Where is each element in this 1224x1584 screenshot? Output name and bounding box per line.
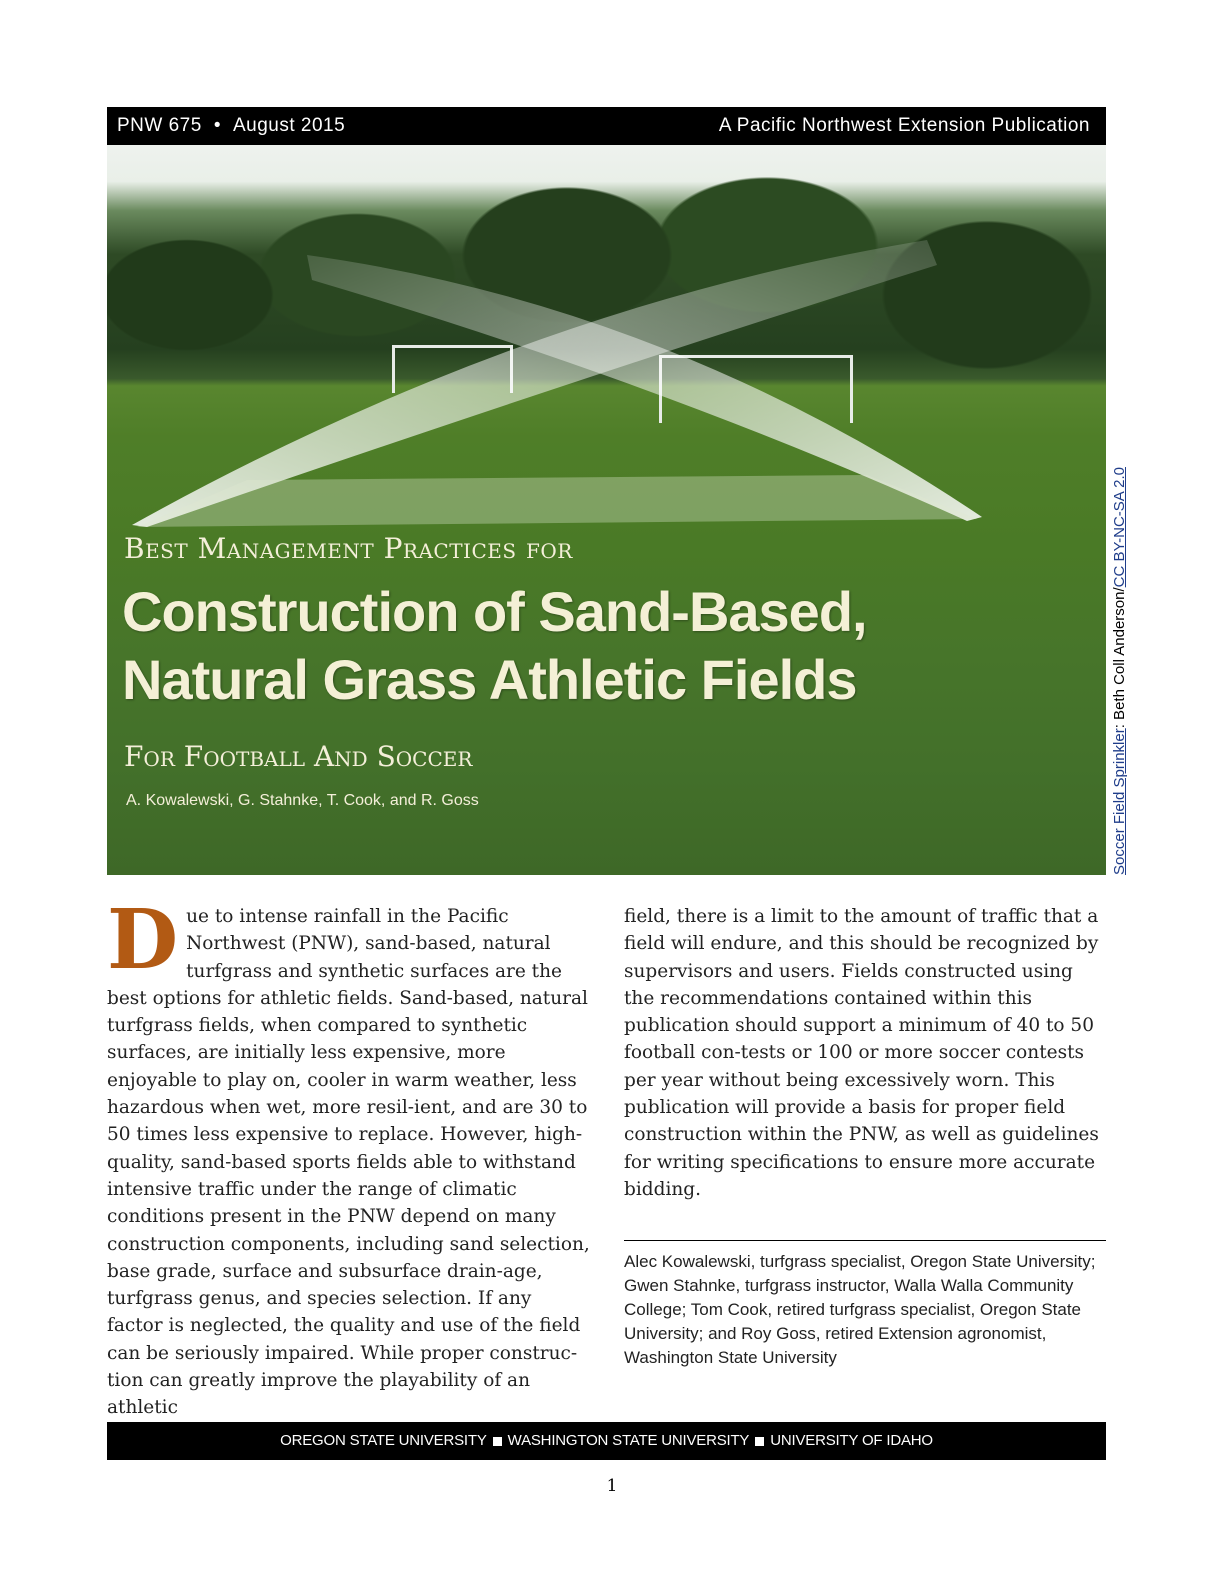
body-column-2 xyxy=(624,903,1106,1203)
publication-number: PNW 675 xyxy=(117,115,202,136)
body-column-1 xyxy=(107,892,590,1422)
intro-text: ue to intense rainfall in the Pacific Northwest (PNW), sand-based, natural turfgrass and synthetic surfaces are the best options for athletic fields. Sand-based, natural turfgrass fields, when compared to synthetic surfaces, are initially less expensive, more enjoyable to play on, cooler in warm weather, less hazardous when wet, more resil-ient, and are 30 to 50 times less expensive to replace. However, high-quality, sand-based sports fields able to withstand intensive traffic under the range of climatic conditions present in the PNW depend on many construction components, including sand selection, base grade, surface and subsurface drain-age, turfgrass genus, and species selection. If any factor is neglected, the quality and use of the field can be seriously impaired. While proper construc-tion can greatly improve the playability of an athletic xyxy=(107,906,590,1419)
photo-credit-separator: : xyxy=(1111,719,1128,729)
photo-credit-link[interactable]: Soccer Field Sprinkler xyxy=(1111,728,1128,875)
university-uidaho: UNIVERSITY OF IDAHO xyxy=(770,1432,933,1449)
affiliation-divider xyxy=(624,1240,1106,1241)
page-number: 1 xyxy=(606,1476,618,1496)
document-subtitle: For Football And Soccer xyxy=(124,740,473,773)
license-link[interactable]: CC BY-NC-SA 2.0 xyxy=(1111,467,1128,588)
square-separator-icon xyxy=(493,1437,502,1446)
university-wsu: WASHINGTON STATE UNIVERSITY xyxy=(507,1432,750,1449)
header-publication-info xyxy=(117,115,345,137)
publication-date: August 2015 xyxy=(232,115,346,136)
dropcap: D xyxy=(107,892,179,988)
document-title: Construction of Sand-Based, Natural Grass Athletic Fields xyxy=(122,580,867,711)
intro-continued-paragraph: field, there is a limit to the amount of traffic that a field will endure, and this should be recognized by supervisors and users. Fields constructed using the recommendations contained within this publication should support a minimum of 40 to 50 football con-tests or 100 or more soccer contests per year without being excessively worn. This publication will provide a basis for proper field construction within the PNW, as well as guidelines for writing specifications to ensure more accurate bidding. xyxy=(624,906,1099,1200)
author-list: A. Kowalewski, G. Stahnke, T. Cook, and R. Goss xyxy=(126,792,479,809)
photo-credit-author: Beth Coll Anderson/ xyxy=(1111,587,1128,720)
square-separator-icon xyxy=(755,1437,764,1446)
header-bar xyxy=(107,107,1106,145)
photo-credit xyxy=(1111,435,1137,875)
footer-bar xyxy=(107,1422,1106,1460)
title-kicker: Best Management Practices for xyxy=(124,532,573,565)
author-affiliations: Alec Kowalewski, turfgrass specialist, Oregon State University; Gwen Stahnke, turfgrass instructor, Walla Walla Community College; Tom Cook, retired turfgrass specialist, Oregon State University; and Roy Goss, retired Extension agronomist, Washington State University xyxy=(624,1252,1096,1367)
university-osu: OREGON STATE UNIVERSITY xyxy=(280,1432,487,1449)
header-separator: • xyxy=(213,115,221,136)
series-name: A Pacific Northwest Extension Publication xyxy=(718,115,1090,136)
sprinkler-spray xyxy=(107,145,1106,545)
intro-paragraph xyxy=(107,892,590,1422)
